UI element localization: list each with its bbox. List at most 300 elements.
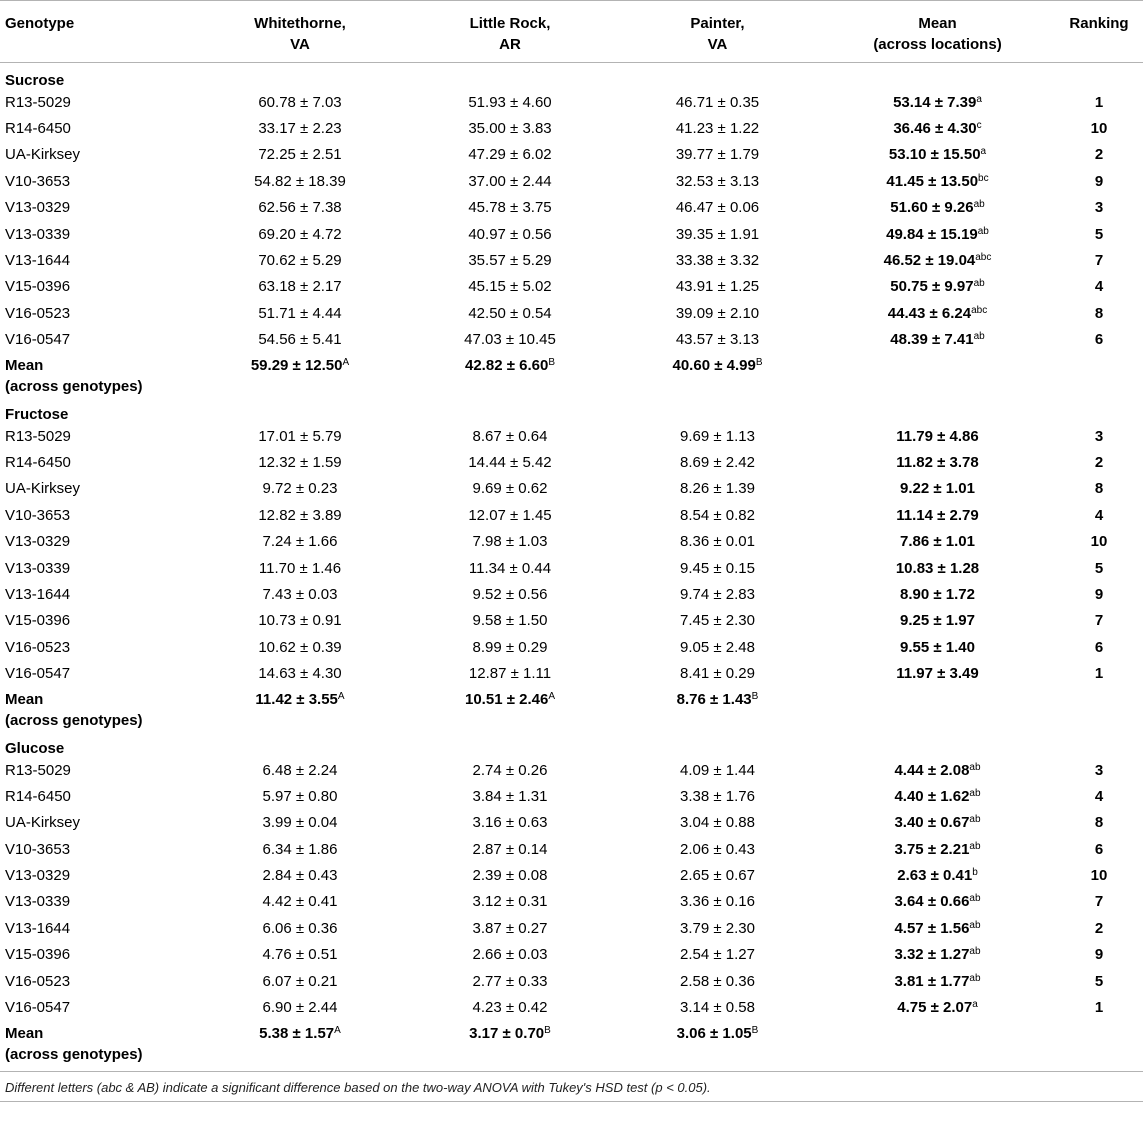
mean-value: 11.79 ± 4.86 — [896, 427, 979, 445]
cell-genotype: UA-Kirksey — [5, 814, 81, 832]
cell-little-rock: 12.07 ± 1.45 — [468, 506, 552, 524]
cell-mean-label — [0, 353, 195, 397]
mean-value: 4.40 ± 1.62 — [894, 787, 970, 805]
table-row — [0, 836, 1143, 862]
table-row — [0, 581, 1143, 607]
cell-ranking: 10 — [1090, 533, 1108, 551]
cell-whitethorne: 70.62 ± 5.29 — [258, 252, 342, 270]
table-row — [0, 994, 1143, 1020]
mean-value: 53.14 ± 7.39 — [893, 93, 977, 111]
cell-whitethorne: 5.97 ± 0.80 — [262, 787, 338, 805]
mean-value: 3.81 ± 1.77 — [894, 972, 970, 990]
cell-little-rock: 8.67 ± 0.64 — [472, 427, 548, 445]
cell-ranking: 9 — [1094, 585, 1104, 603]
mean-value: 44.43 ± 6.24 — [887, 304, 972, 322]
cell-painter: 43.91 ± 1.25 — [675, 278, 760, 296]
mean-letter: ab — [977, 225, 989, 237]
table-row — [0, 634, 1143, 660]
table-row — [0, 608, 1143, 634]
mean-value: 10.83 ± 1.28 — [895, 559, 980, 577]
mean-value: 3.40 ± 0.67 — [894, 814, 970, 832]
cell-painter: 8.36 ± 0.01 — [680, 533, 755, 551]
cell-whitethorne: 10.73 ± 0.91 — [258, 612, 342, 630]
header-mean-across-locations: Mean (across locations) — [873, 15, 1002, 53]
cell-mean — [820, 300, 1055, 326]
header-whitethorne: Whitethorne, VA — [254, 15, 346, 53]
mean-value: 3.75 ± 2.21 — [894, 840, 970, 858]
cell-little-rock: 9.69 ± 0.62 — [472, 480, 548, 498]
cell-whitethorne: 51.71 ± 4.44 — [258, 304, 342, 322]
cell-mean-painter — [615, 1021, 820, 1065]
cell-ranking: 1 — [1094, 665, 1104, 683]
cell-little-rock: 11.34 ± 0.44 — [468, 559, 552, 577]
cell-mean — [820, 89, 1055, 115]
mean-letter: b — [972, 867, 978, 879]
cell-mean-painter — [615, 687, 820, 731]
header-genotype: Genotype — [5, 15, 75, 32]
cell-little-rock: 42.50 ± 0.54 — [468, 304, 552, 322]
cell-genotype: R14-6450 — [5, 787, 71, 805]
cell-mean-littlerock — [405, 1021, 615, 1065]
mean-letter: ab — [973, 199, 985, 211]
mean-label-line1: Mean — [5, 690, 44, 708]
section-header-row — [0, 397, 1143, 423]
mean-value: 51.60 ± 9.26 — [890, 199, 974, 217]
mean-label-line2: (across genotypes) — [5, 1045, 143, 1063]
cell-mean — [820, 608, 1055, 634]
cell-little-rock: 3.12 ± 0.31 — [472, 893, 548, 911]
location-mean-value: 3.06 ± 1.05 — [676, 1024, 752, 1042]
cell-mean — [820, 783, 1055, 809]
table-row — [0, 476, 1143, 502]
cell-genotype: V13-1644 — [5, 585, 71, 603]
cell-whitethorne: 54.56 ± 5.41 — [258, 331, 342, 349]
cell-genotype: V13-0339 — [5, 893, 71, 911]
cell-whitethorne: 7.43 ± 0.03 — [262, 585, 338, 603]
cell-ranking: 8 — [1094, 304, 1104, 322]
mean-letter: abc — [971, 304, 988, 316]
location-mean-letter: A — [342, 356, 350, 368]
cell-mean — [820, 660, 1055, 686]
cell-mean — [820, 862, 1055, 888]
cell-genotype: V13-1644 — [5, 252, 71, 270]
cell-painter: 9.45 ± 0.15 — [680, 559, 755, 577]
cell-ranking: 5 — [1094, 225, 1104, 243]
cell-ranking: 4 — [1094, 278, 1104, 296]
cell-mean — [820, 168, 1055, 194]
mean-across-genotypes-row — [0, 1021, 1143, 1065]
cell-mean — [820, 115, 1055, 141]
cell-mean — [820, 915, 1055, 941]
cell-genotype: UA-Kirksey — [5, 146, 81, 164]
location-mean-value: 3.17 ± 0.70 — [469, 1024, 545, 1042]
cell-ranking: 7 — [1094, 612, 1104, 630]
cell-genotype: V15-0396 — [5, 612, 71, 630]
cell-ranking: 8 — [1094, 814, 1104, 832]
cell-whitethorne: 10.62 ± 0.39 — [258, 638, 342, 656]
mean-letter: ab — [969, 893, 981, 905]
cell-whitethorne: 9.72 ± 0.23 — [262, 480, 338, 498]
cell-painter: 33.38 ± 3.32 — [675, 252, 760, 270]
mean-value: 46.52 ± 19.04 — [883, 252, 976, 270]
cell-painter: 3.79 ± 2.30 — [680, 919, 755, 937]
location-mean-letter: B — [755, 356, 763, 368]
cell-genotype: V16-0523 — [5, 638, 71, 656]
section-header-row — [0, 731, 1143, 757]
cell-painter: 43.57 ± 3.13 — [675, 331, 760, 349]
table-row — [0, 247, 1143, 273]
mean-letter: ab — [973, 278, 985, 290]
table-row — [0, 757, 1143, 783]
cell-little-rock: 37.00 ± 2.44 — [468, 172, 552, 190]
cell-little-rock: 47.03 ± 10.45 — [464, 331, 556, 349]
cell-ranking: 5 — [1094, 559, 1104, 577]
cell-ranking: 3 — [1094, 199, 1104, 217]
mean-letter: ab — [973, 331, 985, 343]
cell-whitethorne: 6.48 ± 2.24 — [262, 761, 338, 779]
cell-whitethorne: 72.25 ± 2.51 — [258, 146, 342, 164]
cell-genotype: V13-0329 — [5, 199, 71, 217]
header-ranking: Ranking — [1069, 15, 1129, 32]
mean-value: 8.90 ± 1.72 — [900, 585, 975, 603]
table-row — [0, 142, 1143, 168]
cell-mean-label — [0, 687, 195, 731]
cell-mean — [820, 247, 1055, 273]
cell-mean — [820, 423, 1055, 449]
cell-mean — [820, 836, 1055, 862]
mean-across-genotypes-row — [0, 687, 1143, 731]
table-row — [0, 423, 1143, 449]
cell-painter: 8.69 ± 2.42 — [680, 453, 755, 471]
cell-mean — [820, 327, 1055, 353]
cell-empty — [1055, 687, 1143, 731]
cell-little-rock: 3.16 ± 0.63 — [472, 814, 548, 832]
mean-value: 50.75 ± 9.97 — [890, 278, 974, 296]
table-row — [0, 115, 1143, 141]
cell-little-rock: 3.84 ± 1.31 — [472, 787, 548, 805]
cell-little-rock: 3.87 ± 0.27 — [472, 919, 548, 937]
table-row — [0, 168, 1143, 194]
cell-ranking: 7 — [1094, 252, 1104, 270]
cell-whitethorne: 7.24 ± 1.66 — [262, 533, 338, 551]
cell-genotype: V13-0329 — [5, 867, 71, 885]
cell-whitethorne: 2.84 ± 0.43 — [262, 867, 338, 885]
mean-label-line2: (across genotypes) — [5, 711, 143, 729]
cell-mean — [820, 968, 1055, 994]
cell-mean — [820, 476, 1055, 502]
cell-ranking: 2 — [1094, 453, 1104, 471]
mean-value: 7.86 ± 1.01 — [900, 533, 975, 551]
cell-genotype: R14-6450 — [5, 453, 71, 471]
cell-empty — [820, 687, 1055, 731]
cell-little-rock: 45.78 ± 3.75 — [468, 199, 552, 217]
cell-painter: 8.41 ± 0.29 — [680, 665, 755, 683]
cell-mean — [820, 889, 1055, 915]
cell-little-rock: 45.15 ± 5.02 — [468, 278, 552, 296]
cell-whitethorne: 33.17 ± 2.23 — [258, 120, 342, 138]
cell-little-rock: 9.52 ± 0.56 — [472, 585, 548, 603]
location-mean-letter: A — [334, 1024, 341, 1036]
cell-genotype: V10-3653 — [5, 506, 71, 524]
mean-value: 4.44 ± 2.08 — [894, 761, 970, 779]
cell-painter: 3.14 ± 0.58 — [680, 999, 755, 1017]
cell-mean — [820, 810, 1055, 836]
cell-painter: 9.69 ± 1.13 — [680, 427, 755, 445]
cell-empty — [820, 353, 1055, 397]
location-mean-letter: B — [751, 1024, 759, 1036]
cell-painter: 2.65 ± 0.67 — [680, 867, 755, 885]
cell-little-rock: 7.98 ± 1.03 — [472, 533, 548, 551]
mean-label-line2: (across genotypes) — [5, 377, 143, 395]
cell-mean — [820, 528, 1055, 554]
cell-little-rock: 2.39 ± 0.08 — [472, 867, 548, 885]
cell-little-rock: 2.66 ± 0.03 — [472, 946, 548, 964]
cell-whitethorne: 11.70 ± 1.46 — [258, 559, 342, 577]
cell-little-rock: 9.58 ± 1.50 — [472, 612, 548, 630]
cell-mean-whitethorne — [195, 1021, 405, 1065]
cell-painter: 39.09 ± 2.10 — [675, 304, 760, 322]
mean-value: 9.55 ± 1.40 — [900, 638, 975, 656]
mean-letter: abc — [975, 252, 992, 264]
cell-genotype: R13-5029 — [5, 427, 71, 445]
cell-genotype: V16-0547 — [5, 665, 71, 683]
table-header-row — [0, 1, 1143, 63]
cell-ranking: 6 — [1094, 331, 1104, 349]
table-footnote: Different letters (abc & AB) indicate a significant difference based on the two-way ANOVA with Tukey's HSD test (p < 0.05). — [0, 1071, 1143, 1101]
cell-whitethorne: 6.34 ± 1.86 — [262, 840, 338, 858]
cell-genotype: V16-0523 — [5, 304, 71, 322]
cell-ranking: 6 — [1094, 840, 1104, 858]
cell-painter: 3.04 ± 0.88 — [680, 814, 755, 832]
table-row — [0, 942, 1143, 968]
cell-empty — [1055, 353, 1143, 397]
cell-little-rock: 8.99 ± 0.29 — [472, 638, 548, 656]
mean-value: 48.39 ± 7.41 — [890, 331, 974, 349]
table-row — [0, 274, 1143, 300]
cell-painter: 46.71 ± 0.35 — [675, 93, 760, 111]
section-title: Glucose — [5, 739, 65, 757]
cell-mean — [820, 757, 1055, 783]
mean-value: 3.64 ± 0.66 — [894, 893, 970, 911]
mean-value: 53.10 ± 15.50 — [888, 146, 981, 164]
header-little-rock: Little Rock, AR — [469, 15, 551, 53]
cell-genotype: R14-6450 — [5, 120, 71, 138]
table-row — [0, 195, 1143, 221]
cell-little-rock: 47.29 ± 6.02 — [468, 146, 552, 164]
table-row — [0, 502, 1143, 528]
cell-ranking: 5 — [1094, 972, 1104, 990]
table-body — [0, 63, 1143, 1065]
section-title: Fructose — [5, 405, 69, 423]
cell-mean-whitethorne — [195, 687, 405, 731]
cell-mean-littlerock — [405, 353, 615, 397]
cell-little-rock: 14.44 ± 5.42 — [468, 453, 552, 471]
cell-ranking: 1 — [1094, 999, 1104, 1017]
table-row — [0, 915, 1143, 941]
cell-genotype: V10-3653 — [5, 172, 71, 190]
cell-genotype: V15-0396 — [5, 946, 71, 964]
table-row — [0, 89, 1143, 115]
cell-whitethorne: 12.32 ± 1.59 — [258, 453, 342, 471]
mean-letter: ab — [969, 946, 981, 958]
header-painter: Painter, VA — [690, 15, 745, 53]
cell-empty — [820, 1021, 1055, 1065]
cell-mean — [820, 142, 1055, 168]
table-row — [0, 327, 1143, 353]
cell-genotype: UA-Kirksey — [5, 480, 81, 498]
cell-ranking: 1 — [1094, 93, 1104, 111]
cell-whitethorne: 62.56 ± 7.38 — [258, 199, 342, 217]
cell-ranking: 9 — [1094, 172, 1104, 190]
cell-whitethorne: 54.82 ± 18.39 — [254, 172, 346, 190]
location-mean-value: 40.60 ± 4.99 — [672, 356, 756, 374]
cell-little-rock: 35.57 ± 5.29 — [468, 252, 552, 270]
mean-value: 11.97 ± 3.49 — [896, 665, 979, 683]
location-mean-value: 42.82 ± 6.60 — [465, 356, 549, 374]
mean-value: 9.22 ± 1.01 — [900, 480, 975, 498]
table-row — [0, 862, 1143, 888]
cell-painter: 39.77 ± 1.79 — [675, 146, 760, 164]
table-row — [0, 968, 1143, 994]
cell-genotype: R13-5029 — [5, 93, 71, 111]
cell-mean — [820, 274, 1055, 300]
location-mean-letter: B — [751, 690, 759, 702]
table-row — [0, 555, 1143, 581]
cell-whitethorne: 6.07 ± 0.21 — [262, 972, 338, 990]
cell-painter: 46.47 ± 0.06 — [675, 199, 760, 217]
cell-mean — [820, 994, 1055, 1020]
cell-painter: 8.54 ± 0.82 — [680, 506, 755, 524]
location-mean-letter: A — [337, 690, 345, 702]
mean-value: 11.14 ± 2.79 — [896, 506, 979, 524]
cell-little-rock: 2.74 ± 0.26 — [472, 761, 548, 779]
table-bottom-rule — [0, 1101, 1143, 1102]
mean-letter: ab — [969, 919, 981, 931]
mean-value: 2.63 ± 0.41 — [897, 867, 973, 885]
mean-letter: a — [980, 146, 987, 158]
cell-empty — [1055, 1021, 1143, 1065]
location-mean-letter: A — [548, 690, 555, 702]
cell-little-rock: 4.23 ± 0.42 — [472, 999, 548, 1017]
mean-value: 3.32 ± 1.27 — [894, 946, 970, 964]
cell-ranking: 10 — [1090, 120, 1108, 138]
cell-painter: 3.36 ± 0.16 — [680, 893, 755, 911]
cell-ranking: 3 — [1094, 427, 1104, 445]
cell-mean — [820, 221, 1055, 247]
cell-genotype: V16-0547 — [5, 999, 71, 1017]
location-mean-value: 10.51 ± 2.46 — [465, 690, 549, 708]
cell-ranking: 6 — [1094, 638, 1104, 656]
cell-painter: 9.05 ± 2.48 — [680, 638, 755, 656]
cell-little-rock: 12.87 ± 1.11 — [468, 665, 552, 683]
mean-letter: ab — [969, 761, 981, 773]
cell-little-rock: 40.97 ± 0.56 — [468, 225, 552, 243]
cell-ranking: 7 — [1094, 893, 1104, 911]
table-row — [0, 783, 1143, 809]
cell-genotype: R13-5029 — [5, 761, 71, 779]
cell-painter: 2.06 ± 0.43 — [680, 840, 755, 858]
table-row — [0, 449, 1143, 475]
cell-genotype: V13-0339 — [5, 559, 71, 577]
location-mean-value: 11.42 ± 3.55 — [255, 690, 338, 708]
mean-letter: c — [976, 120, 982, 132]
mean-label-line1: Mean — [5, 1024, 44, 1042]
cell-whitethorne: 4.42 ± 0.41 — [262, 893, 338, 911]
cell-mean — [820, 449, 1055, 475]
mean-value: 4.75 ± 2.07 — [897, 999, 973, 1017]
table-row — [0, 660, 1143, 686]
cell-little-rock: 2.87 ± 0.14 — [472, 840, 548, 858]
cell-painter: 39.35 ± 1.91 — [675, 225, 760, 243]
cell-whitethorne: 3.99 ± 0.04 — [262, 814, 338, 832]
mean-letter: ab — [969, 787, 981, 799]
cell-genotype: V16-0523 — [5, 972, 71, 990]
cell-painter: 2.58 ± 0.36 — [680, 972, 755, 990]
cell-painter: 4.09 ± 1.44 — [680, 761, 755, 779]
cell-painter: 2.54 ± 1.27 — [680, 946, 755, 964]
cell-little-rock: 51.93 ± 4.60 — [468, 93, 552, 111]
mean-across-genotypes-row — [0, 353, 1143, 397]
cell-whitethorne: 4.76 ± 0.51 — [262, 946, 338, 964]
cell-painter: 8.26 ± 1.39 — [680, 480, 755, 498]
mean-letter: a — [972, 999, 978, 1011]
cell-painter: 7.45 ± 2.30 — [680, 612, 755, 630]
section-header-row — [0, 63, 1143, 90]
mean-letter: ab — [969, 972, 981, 984]
cell-mean-label — [0, 1021, 195, 1065]
cell-mean — [820, 942, 1055, 968]
cell-ranking: 8 — [1094, 480, 1104, 498]
cell-ranking: 10 — [1090, 867, 1108, 885]
cell-genotype: V10-3653 — [5, 840, 71, 858]
cell-genotype: V13-0339 — [5, 225, 71, 243]
cell-ranking: 2 — [1094, 919, 1104, 937]
mean-value: 4.57 ± 1.56 — [894, 919, 970, 937]
mean-label-line1: Mean — [5, 356, 44, 374]
table-row — [0, 810, 1143, 836]
cell-whitethorne: 17.01 ± 5.79 — [258, 427, 342, 445]
cell-genotype: V13-1644 — [5, 919, 71, 937]
table-row — [0, 889, 1143, 915]
cell-genotype: V15-0396 — [5, 278, 71, 296]
mean-value: 9.25 ± 1.97 — [900, 612, 975, 630]
cell-genotype: V13-0329 — [5, 533, 71, 551]
cell-whitethorne: 63.18 ± 2.17 — [258, 278, 342, 296]
section-title: Sucrose — [5, 72, 65, 89]
mean-letter: ab — [969, 814, 981, 826]
cell-ranking: 2 — [1094, 146, 1104, 164]
table-row — [0, 528, 1143, 554]
cell-little-rock: 2.77 ± 0.33 — [472, 972, 548, 990]
mean-letter: ab — [969, 840, 981, 852]
mean-value: 49.84 ± 15.19 — [886, 225, 978, 243]
location-mean-value: 5.38 ± 1.57 — [259, 1024, 335, 1042]
cell-painter: 3.38 ± 1.76 — [680, 787, 755, 805]
cell-whitethorne: 12.82 ± 3.89 — [258, 506, 342, 524]
cell-painter: 41.23 ± 1.22 — [675, 120, 760, 138]
cell-little-rock: 35.00 ± 3.83 — [468, 120, 552, 138]
cell-ranking: 3 — [1094, 761, 1104, 779]
cell-mean — [820, 555, 1055, 581]
cell-mean — [820, 502, 1055, 528]
cell-whitethorne: 69.20 ± 4.72 — [258, 225, 342, 243]
cell-mean — [820, 581, 1055, 607]
mean-value: 11.82 ± 3.78 — [896, 453, 979, 471]
cell-whitethorne: 6.90 ± 2.44 — [262, 999, 338, 1017]
mean-letter: a — [976, 93, 982, 105]
mean-value: 41.45 ± 13.50 — [886, 172, 979, 190]
cell-ranking: 9 — [1094, 946, 1104, 964]
